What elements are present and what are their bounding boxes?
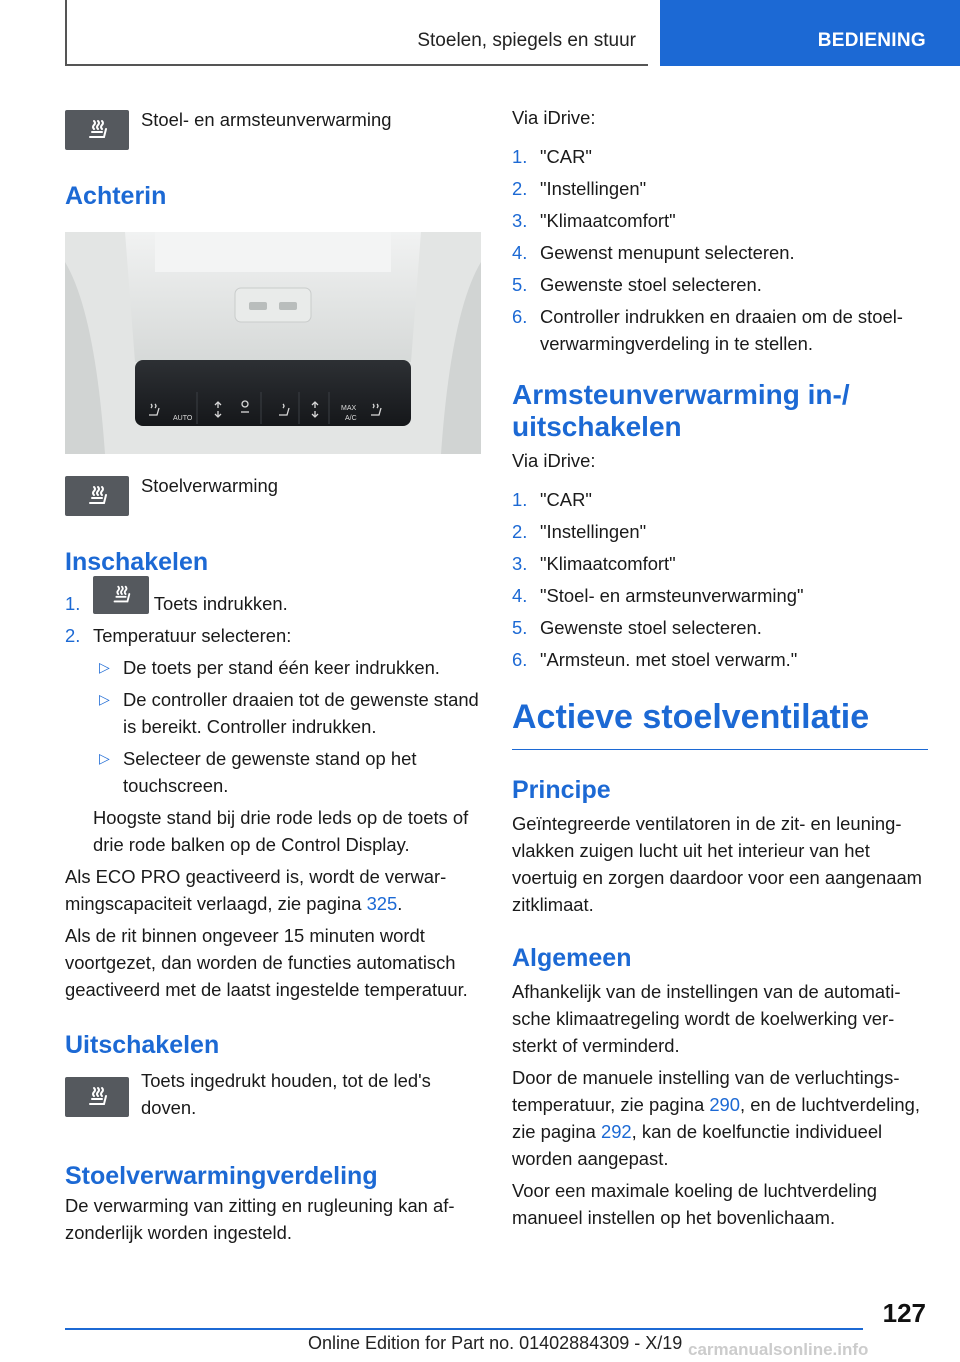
list-item	[65, 590, 481, 617]
step-number: 5.	[512, 617, 528, 638]
list-item	[93, 745, 481, 799]
edition-note: Online Edition for Part no. 01402884309 - X/19	[308, 1333, 683, 1353]
page-link[interactable]: 292	[600, 1121, 632, 1142]
seat-heating-icon	[65, 1077, 129, 1117]
list-item	[65, 622, 481, 649]
via-idrive-label: Via iDrive:	[512, 107, 596, 128]
seat-heating-icon	[65, 476, 129, 516]
steps-verdeling	[512, 143, 928, 357]
step-text: "Stoel- en armsteunverwarming"	[540, 585, 804, 606]
text: Door de manuele instelling van de verluchtingstemperatuur, zie pagina	[512, 1067, 900, 1115]
right-column	[512, 100, 928, 1236]
list-item	[512, 303, 928, 357]
step-number: 1.	[65, 593, 81, 614]
seat-heating-icon	[65, 110, 129, 150]
steps-armsteun	[512, 486, 928, 673]
step-text: "CAR"	[540, 146, 592, 167]
svg-text:AUTO: AUTO	[173, 415, 193, 422]
heading-principe: Principe	[512, 776, 611, 804]
list-item	[512, 582, 928, 609]
heading-stoelverwarmingverdeling: Stoelverwarmingverdeling	[65, 1162, 378, 1190]
heading-actieve-stoelventilatie: Actieve stoelventilatie	[512, 695, 928, 750]
step-text: "Armsteun. met stoel verwarm."	[540, 649, 798, 670]
list-item	[93, 686, 481, 740]
bullet-text: De toets per stand één keer indrukken.	[123, 657, 440, 678]
step-number: 6.	[512, 306, 528, 327]
step-text: "Instellingen"	[540, 178, 647, 199]
triangle-bullet-icon: ▷	[99, 691, 110, 707]
manueel-paragraph	[512, 1064, 928, 1172]
heading-inschakelen: Inschakelen	[65, 548, 209, 576]
bullet-text: De controller draaien tot de gewenste stand is bereikt. Controller indrukken.	[123, 689, 479, 737]
step-number: 2.	[512, 178, 528, 199]
list-item	[512, 239, 928, 266]
step-text: Controller indrukken en draaien om de stoelverwarmingverdeling in te stellen.	[540, 306, 903, 354]
svg-text:MAX: MAX	[341, 405, 357, 412]
icon-row-uitschakelen	[65, 1067, 481, 1126]
page-header	[0, 0, 960, 66]
eco-paragraph	[65, 863, 481, 917]
rear-climate-panel-photo	[65, 232, 481, 454]
text: .	[397, 893, 403, 914]
section-tab: BEDIENING	[660, 0, 960, 66]
list-item	[93, 654, 481, 681]
icon-caption: Stoelverwarming	[141, 475, 278, 496]
bullet-text: Selecteer de gewenste stand op het touchscreen.	[123, 748, 417, 796]
maximale-paragraph: Voor een maximale koeling de luchtverdeling manueel instellen op het bovenlichaam.	[512, 1180, 877, 1228]
rit-paragraph: Als de rit binnen ongeveer 15 minuten wordt voortgezet, dan worden de functies automatisch geactiveerd met de laatst ingestelde temperatuur.	[65, 925, 468, 1000]
step-number: 5.	[512, 274, 528, 295]
list-item	[512, 207, 928, 234]
text: , en de luchtverdeling, zie pagina	[512, 1094, 920, 1142]
step-text: "Klimaatcomfort"	[540, 210, 676, 231]
page-number: 127	[882, 1298, 926, 1328]
step-text: Gewenste stoel selecteren.	[540, 274, 762, 295]
step-text: Toets indrukken.	[149, 593, 288, 614]
icon-caption: Toets ingedrukt houden, tot de led's doven.	[141, 1070, 431, 1118]
svg-text:A/C: A/C	[345, 415, 357, 422]
verdeling-paragraph: De verwarming van zitting en rugleuning kan afzonderlijk worden ingesteld.	[65, 1195, 455, 1243]
list-item	[512, 614, 928, 641]
principe-paragraph: Geïntegreerde ventilatoren in de zit- en leuningvlakken zuigen lucht uit het interieur van het voertuig en zorgen daardoor voor een aangenaam zitklimaat.	[512, 813, 922, 915]
triangle-bullet-icon: ▷	[99, 750, 110, 766]
seat-heating-icon	[93, 576, 149, 614]
step-text: "CAR"	[540, 489, 592, 510]
list-item	[512, 175, 928, 202]
page-link[interactable]: 290	[709, 1094, 741, 1115]
watermark: carmanualsonline.info	[688, 1340, 869, 1359]
step-number: 4.	[512, 585, 528, 606]
list-item	[512, 646, 928, 673]
heading-armsteunverwarming: Armsteunverwarming in-/ uitschakelen	[512, 379, 850, 442]
text: Als ECO PRO geactiveerd is, wordt de verwarmingscapaciteit verlaagd, zie pagina	[65, 866, 447, 914]
step-number: 1.	[512, 146, 528, 167]
triangle-bullet-icon: ▷	[99, 659, 110, 675]
heading-achterin: Achterin	[65, 182, 167, 210]
list-item	[512, 486, 928, 513]
algemeen-paragraph: Afhankelijk van de instellingen van de automatische klimaatregeling wordt de koelwerking versterkt of verminderd.	[512, 981, 901, 1056]
via-idrive-label: Via iDrive:	[512, 450, 596, 471]
chapter-title: Stoelen, spiegels en stuur	[65, 0, 648, 66]
step-number: 6.	[512, 649, 528, 670]
footer-divider	[65, 1328, 863, 1330]
icon-caption: Stoel- en armsteunverwarming	[141, 109, 392, 130]
list-item	[512, 143, 928, 170]
step-number: 3.	[512, 553, 528, 574]
step-text: Gewenst menupunt selecteren.	[540, 242, 795, 263]
step-number: 2.	[512, 521, 528, 542]
step-number: 2.	[65, 625, 81, 646]
icon-row-armsteun	[65, 110, 481, 150]
steps-inschakelen	[65, 590, 481, 649]
bullet-list	[93, 654, 481, 799]
step-text: "Instellingen"	[540, 521, 647, 542]
page-link[interactable]: 325	[366, 893, 398, 914]
list-item	[512, 550, 928, 577]
heading-uitschakelen: Uitschakelen	[65, 1031, 220, 1059]
step-text: Temperatuur selecteren:	[93, 625, 292, 646]
step-number: 4.	[512, 242, 528, 263]
step-number: 3.	[512, 210, 528, 231]
list-item	[512, 271, 928, 298]
heading-algemeen: Algemeen	[512, 944, 632, 972]
step-text: "Klimaatcomfort"	[540, 553, 676, 574]
text: , kan de koelfunctie individueel worden aangepast.	[512, 1121, 883, 1169]
step-number: 1.	[512, 489, 528, 510]
indented-paragraph: Hoogste stand bij drie rode leds op de toets of drie rode balken op de Control Display.	[93, 807, 469, 855]
left-column	[65, 100, 481, 1251]
step-text: Gewenste stoel selecteren.	[540, 617, 762, 638]
icon-row-stoelverwarming	[65, 476, 481, 516]
list-item	[512, 518, 928, 545]
